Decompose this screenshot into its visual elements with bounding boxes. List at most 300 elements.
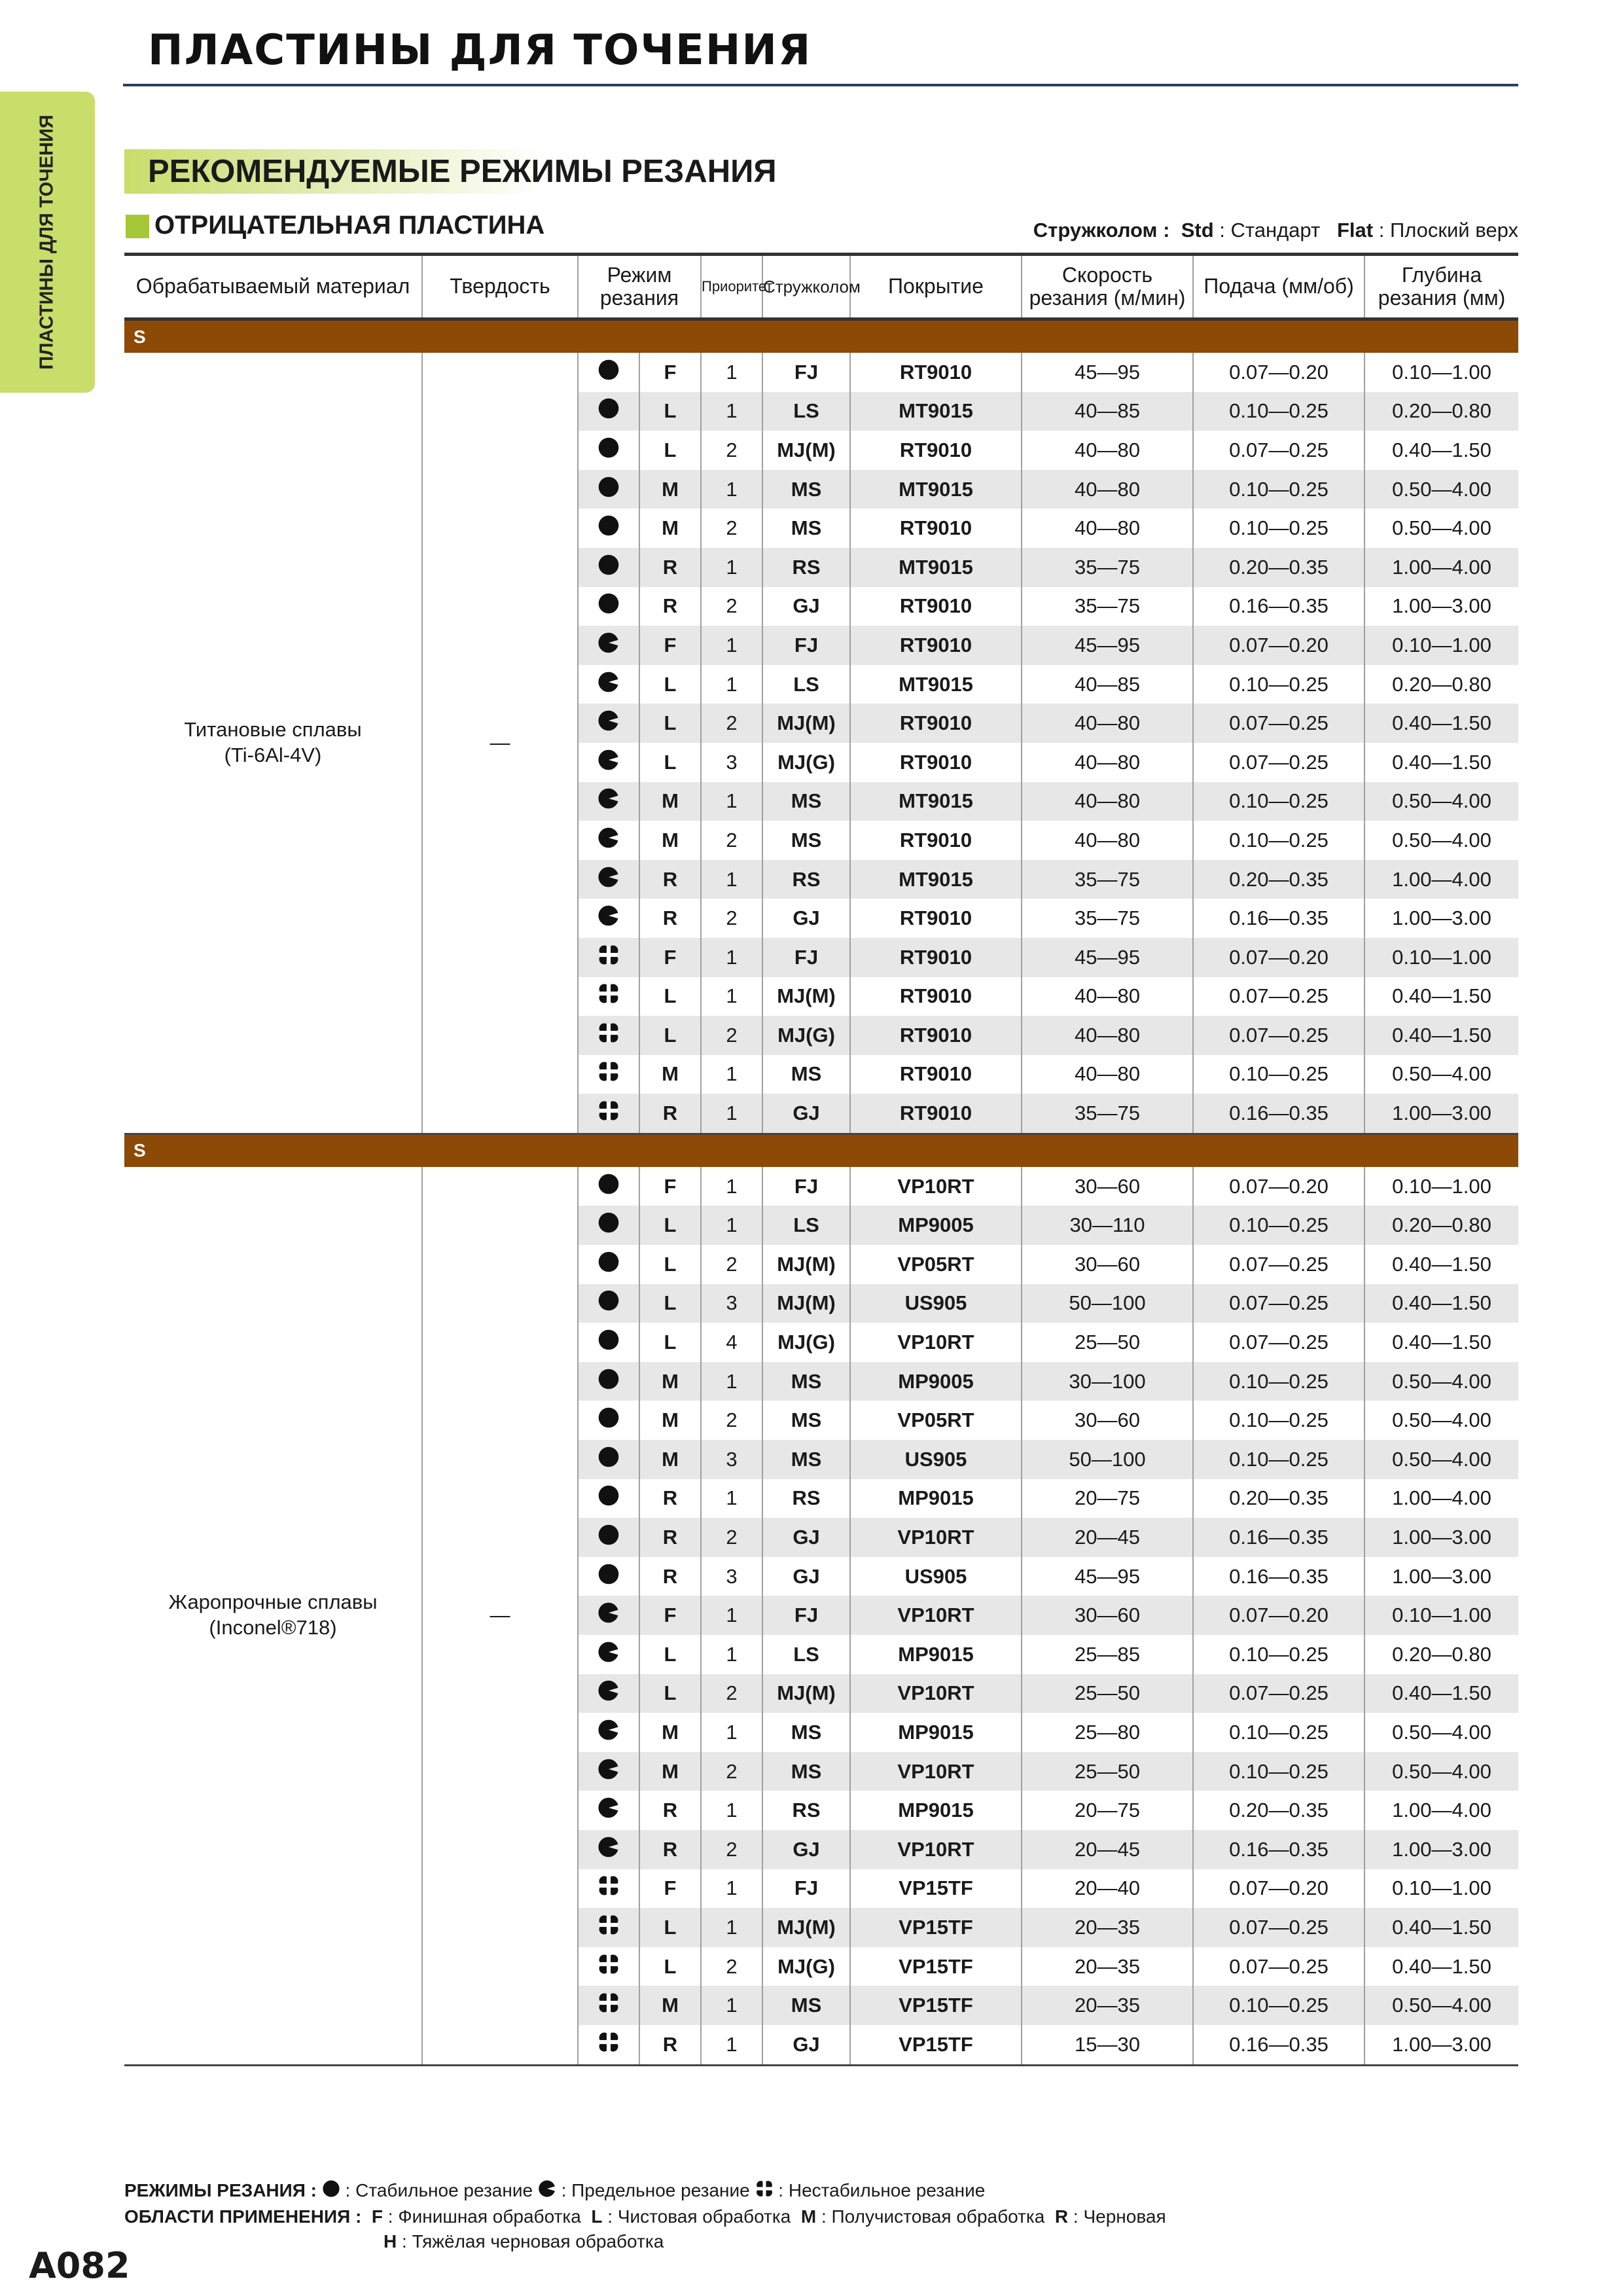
footer-areas-label: ОБЛАСТИ ПРИМЕНЕНИЯ [124,2206,351,2227]
chipbreaker-cell: MS [762,1055,850,1094]
depth-cell: 0.40—1.50 [1364,1908,1518,1947]
depth-cell: 0.10—1.00 [1364,938,1518,977]
area-cell: R [639,1479,701,1518]
material-name: Жаропрочные сплавы [168,1590,378,1614]
coating-cell: RT9010 [850,1016,1022,1055]
stable-cutting-icon [597,359,620,386]
feed-cell: 0.16—0.35 [1193,1830,1364,1869]
flat-code: Flat [1337,219,1374,242]
speed-cell: 30—60 [1022,1596,1193,1635]
mode-icon-cell [578,1947,639,1986]
chipbreaker-cell: RS [762,548,850,587]
material-cell [124,353,422,1134]
side-tab-label: ПЛАСТИНЫ ДЛЯ ТОЧЕНИЯ [36,115,58,370]
area-cell: F [639,1596,701,1635]
mode-icon-cell [578,1440,639,1479]
speed-cell: 20—35 [1022,1947,1193,1986]
area-cell: L [639,743,701,782]
mode-icon-cell [578,1055,639,1094]
hardness-cell: — [422,353,578,1134]
depth-cell: 0.40—1.50 [1364,704,1518,743]
coating-cell: MP9005 [850,1362,1022,1401]
area-cell: F [639,1167,701,1206]
table-row [124,1167,1518,1206]
area-cell: L [639,1674,701,1713]
area-cell: L [639,1245,701,1284]
depth-cell: 0.50—4.00 [1364,1713,1518,1752]
priority-cell: 1 [701,2025,762,2065]
chipbreaker-cell: MJ(G) [762,743,850,782]
chipbreaker-cell: LS [762,1206,850,1245]
priority-cell: 2 [701,1016,762,1055]
chipbreaker-cell: GJ [762,1518,850,1557]
mode-icon-cell [578,1557,639,1596]
footer-mode-stable: Стабильное резание [355,2180,533,2200]
coating-cell: MT9015 [850,782,1022,821]
speed-cell: 40—80 [1022,782,1193,821]
priority-cell: 2 [701,587,762,626]
chipbreaker-cell: MS [762,1362,850,1401]
feed-cell: 0.10—0.25 [1193,509,1364,548]
mode-icon-cell [578,1986,639,2025]
speed-cell: 20—35 [1022,1986,1193,2025]
coating-cell: VP10RT [850,1518,1022,1557]
area-cell: M [639,1362,701,1401]
stable-cutting-icon [597,1368,620,1395]
feed-cell: 0.20—0.35 [1193,1479,1364,1518]
stable-cutting-icon [597,437,620,464]
chipbreaker-cell: RS [762,860,850,899]
priority-cell: 1 [701,1362,762,1401]
mode-icon-cell [578,860,639,899]
priority-cell: 2 [701,509,762,548]
speed-cell: 45—95 [1022,626,1193,665]
priority-cell: 2 [701,1752,762,1791]
area-cell: R [639,1557,701,1596]
chipbreaker-cell: FJ [762,626,850,665]
mode-icon-cell [578,1167,639,1206]
priority-cell: 1 [701,626,762,665]
mode-icon-cell [578,1752,639,1791]
priority-cell: 1 [701,392,762,431]
speed-cell: 50—100 [1022,1284,1193,1323]
footer-modes-line: РЕЖИМЫ РЕЗАНИЯ : : Стабильное резание : Предельное резание : Нестабильное резание [124,2178,1166,2204]
stable-cutting-icon [597,514,620,542]
footer-areas-line-2: H : Тяжёлая черновая обработка [383,2231,664,2251]
feed-cell: 0.16—0.35 [1193,1557,1364,1596]
speed-cell: 25—50 [1022,1674,1193,1713]
speed-cell: 25—50 [1022,1752,1193,1791]
depth-cell: 1.00—3.00 [1364,2025,1518,2065]
chipbreaker-cell: GJ [762,899,850,938]
priority-cell: 2 [701,899,762,938]
speed-cell: 20—75 [1022,1479,1193,1518]
mode-icon-cell [578,938,639,977]
area-cell: L [639,704,701,743]
area-cell: M [639,782,701,821]
area-cell: M [639,1713,701,1752]
depth-cell: 0.10—1.00 [1364,626,1518,665]
priority-cell: 4 [701,1323,762,1362]
feed-cell: 0.07—0.25 [1193,431,1364,470]
general-cutting-icon [597,1836,620,1863]
area-m-code: M [800,2206,817,2227]
coating-cell: US905 [850,1557,1022,1596]
depth-cell: 0.10—1.00 [1364,1596,1518,1635]
mode-icon-cell [578,1206,639,1245]
priority-cell: 2 [701,1245,762,1284]
mode-icon-cell [578,1791,639,1830]
chipbreaker-cell: LS [762,665,850,704]
feed-cell: 0.07—0.20 [1193,1596,1364,1635]
depth-cell: 1.00—3.00 [1364,587,1518,626]
coating-cell: VP05RT [850,1245,1022,1284]
priority-cell: 2 [701,1947,762,1986]
subsection-title: ОТРИЦАТЕЛЬНАЯ ПЛАСТИНА [154,211,545,240]
coating-cell: VP10RT [850,1323,1022,1362]
speed-cell: 30—100 [1022,1362,1193,1401]
chipbreaker-cell: MJ(M) [762,1674,850,1713]
std-code: Std [1181,219,1214,242]
footer-modes-label: РЕЖИМЫ РЕЗАНИЯ [124,2180,306,2200]
depth-cell: 0.40—1.50 [1364,1284,1518,1323]
depth-cell: 0.20—0.80 [1364,1635,1518,1674]
chipbreaker-cell: MJ(M) [762,431,850,470]
mode-icon-cell [578,1830,639,1869]
depth-cell: 1.00—3.00 [1364,899,1518,938]
coating-cell: US905 [850,1284,1022,1323]
depth-cell: 0.50—4.00 [1364,1986,1518,2025]
chipbreaker-cell: FJ [762,1596,850,1635]
coating-cell: MT9015 [850,665,1022,704]
subsection-marker [126,215,149,238]
chipbreaker-cell: FJ [762,1167,850,1206]
area-cell: L [639,1635,701,1674]
general-cutting-icon [597,1641,620,1668]
unstable-cutting-icon [597,1992,620,2019]
chipbreaker-cell: MJ(M) [762,977,850,1016]
mode-icon-cell [578,1016,639,1055]
speed-cell: 30—60 [1022,1401,1193,1440]
priority-cell: 1 [701,470,762,509]
priority-cell: 1 [701,1055,762,1094]
material-grade: (Inconel®718) [209,1616,337,1640]
area-cell: L [639,431,701,470]
area-h-code: H [383,2231,397,2251]
speed-cell: 30—60 [1022,1167,1193,1206]
group-code: S [124,1134,1518,1167]
speed-cell: 20—40 [1022,1869,1193,1909]
priority-cell: 3 [701,1440,762,1479]
depth-cell: 0.10—1.00 [1364,1869,1518,1909]
table-body [124,319,1518,2066]
mode-icon-cell [578,626,639,665]
hardness-cell: — [422,1167,578,2065]
speed-cell: 40—80 [1022,977,1193,1016]
feed-cell: 0.10—0.25 [1193,1752,1364,1791]
priority-cell: 1 [701,1713,762,1752]
priority-cell: 1 [701,1206,762,1245]
speed-cell: 45—95 [1022,1557,1193,1596]
stable-cutting-icon [597,1211,620,1239]
mode-icon-cell [578,1401,639,1440]
priority-cell: 1 [701,1167,762,1206]
col-hardness: Твердость [422,255,578,319]
stable-cutting-icon [597,592,620,620]
feed-cell: 0.07—0.25 [1193,704,1364,743]
area-cell: F [639,938,701,977]
area-f-text: Финишная обработка [398,2206,581,2227]
area-cell: L [639,977,701,1016]
speed-cell: 35—75 [1022,899,1193,938]
speed-cell: 40—85 [1022,665,1193,704]
unstable-cutting-icon [597,982,620,1010]
speed-cell: 40—80 [1022,704,1193,743]
mode-icon-cell [578,1479,639,1518]
chipbreaker-cell: MS [762,782,850,821]
priority-cell: 2 [701,821,762,860]
chipbreaker-cell: MS [762,509,850,548]
feed-cell: 0.20—0.35 [1193,548,1364,587]
feed-cell: 0.10—0.25 [1193,1440,1364,1479]
mode-icon-cell [578,1094,639,1134]
chipbreaker-cell: RS [762,1479,850,1518]
speed-cell: 40—80 [1022,509,1193,548]
chipbreaker-cell: GJ [762,2025,850,2065]
priority-cell: 2 [701,431,762,470]
feed-cell: 0.10—0.25 [1193,1362,1364,1401]
mode-icon-cell [578,743,639,782]
mode-icon-cell [578,821,639,860]
priority-cell: 1 [701,353,762,392]
coating-cell: MP9015 [850,1479,1022,1518]
general-cutting-icon [597,866,620,893]
area-cell: M [639,509,701,548]
mode-icon-cell [578,665,639,704]
feed-cell: 0.07—0.20 [1193,353,1364,392]
area-cell: F [639,1869,701,1909]
stable-cutting-icon [597,1289,620,1317]
coating-cell: VP10RT [850,1167,1022,1206]
area-l-text: Чистовая обработка [617,2206,791,2227]
flat-text: Плоский верх [1389,219,1518,242]
area-f-code: F [371,2206,383,2227]
speed-cell: 40—80 [1022,821,1193,860]
coating-cell: RT9010 [850,509,1022,548]
coating-cell: RT9010 [850,821,1022,860]
mode-icon-cell [578,392,639,431]
stable-cutting-icon [597,1563,620,1590]
depth-cell: 1.00—3.00 [1364,1518,1518,1557]
feed-cell: 0.10—0.25 [1193,392,1364,431]
mode-icon-cell [578,1284,639,1323]
priority-cell: 1 [701,1596,762,1635]
footer-legend [124,2178,1166,2254]
chipbreaker-cell: MS [762,1713,850,1752]
priority-cell: 2 [701,1830,762,1869]
feed-cell: 0.07—0.25 [1193,1323,1364,1362]
speed-cell: 40—80 [1022,1016,1193,1055]
coating-cell: VP10RT [850,1596,1022,1635]
group-header-row [124,319,1518,353]
depth-cell: 0.40—1.50 [1364,431,1518,470]
coating-cell: US905 [850,1440,1022,1479]
chipbreaker-cell: GJ [762,1557,850,1596]
depth-cell: 0.40—1.50 [1364,743,1518,782]
mode-icon-cell [578,1596,639,1635]
priority-cell: 1 [701,1986,762,2025]
chipbreaker-cell: MJ(M) [762,1908,850,1947]
priority-cell: 1 [701,938,762,977]
depth-cell: 0.50—4.00 [1364,1055,1518,1094]
title-rule [123,84,1518,86]
priority-cell: 3 [701,1557,762,1596]
speed-cell: 40—85 [1022,392,1193,431]
priority-cell: 2 [701,1674,762,1713]
priority-cell: 1 [701,1635,762,1674]
chipbreaker-cell: FJ [762,938,850,977]
chipbreaker-legend: Стружколом : Std : Стандарт Flat : Плоский верх [1033,219,1518,242]
coating-cell: VP15TF [850,1947,1022,1986]
priority-cell: 2 [701,704,762,743]
unstable-cutting-icon [597,1874,620,1902]
coating-cell: RT9010 [850,704,1022,743]
mode-icon-cell [578,1245,639,1284]
feed-cell: 0.20—0.35 [1193,1791,1364,1830]
depth-cell: 0.40—1.50 [1364,1947,1518,1986]
feed-cell: 0.10—0.25 [1193,470,1364,509]
footer-areas-line: ОБЛАСТИ ПРИМЕНЕНИЯ : F : Финишная обработка L : Чистовая обработка M : Получистовая обработка R : Черновая [124,2206,1166,2227]
speed-cell: 35—75 [1022,587,1193,626]
priority-cell: 1 [701,548,762,587]
footer-mode-unstable: Нестабильное резание [788,2180,986,2200]
general-cutting-icon [597,787,620,815]
stable-cutting-icon [322,2179,340,2204]
area-m-text: Получистовая обработка [831,2206,1045,2227]
unstable-cutting-icon [755,2179,774,2204]
coating-cell: VP05RT [850,1401,1022,1440]
coating-cell: VP10RT [850,1830,1022,1869]
coating-cell: RT9010 [850,431,1022,470]
depth-cell: 0.40—1.50 [1364,1323,1518,1362]
feed-cell: 0.16—0.35 [1193,1518,1364,1557]
depth-cell: 0.50—4.00 [1364,509,1518,548]
speed-cell: 45—95 [1022,353,1193,392]
col-feed: Подача (мм/об) [1193,255,1364,319]
area-cell: R [639,1094,701,1134]
priority-cell: 1 [701,665,762,704]
feed-cell: 0.07—0.25 [1193,1674,1364,1713]
unstable-cutting-icon [597,1022,620,1049]
speed-cell: 45—95 [1022,938,1193,977]
chipbreaker-cell: MS [762,1986,850,2025]
mode-icon-cell [578,1869,639,1909]
depth-cell: 0.10—1.00 [1364,1167,1518,1206]
chipbreaker-cell: FJ [762,353,850,392]
area-cell: L [639,392,701,431]
coating-cell: VP10RT [850,1752,1022,1791]
mode-icon-cell [578,353,639,392]
area-cell: M [639,1986,701,2025]
chipbreaker-cell: MS [762,1752,850,1791]
speed-cell: 25—80 [1022,1713,1193,1752]
depth-cell: 1.00—4.00 [1364,860,1518,899]
stable-cutting-icon [597,554,620,581]
mode-icon-cell [578,782,639,821]
feed-cell: 0.16—0.35 [1193,899,1364,938]
priority-cell: 1 [701,1869,762,1909]
depth-cell: 1.00—4.00 [1364,1479,1518,1518]
section-title: РЕКОМЕНДУЕМЫЕ РЕЖИМЫ РЕЗАНИЯ [148,154,777,189]
unstable-cutting-icon [597,1100,620,1127]
feed-cell: 0.10—0.25 [1193,1055,1364,1094]
chipbreaker-cell: MS [762,470,850,509]
coating-cell: VP15TF [850,1869,1022,1909]
feed-cell: 0.10—0.25 [1193,1635,1364,1674]
coating-cell: RT9010 [850,977,1022,1016]
depth-cell: 0.50—4.00 [1364,1440,1518,1479]
area-cell: R [639,548,701,587]
coating-cell: RT9010 [850,626,1022,665]
speed-cell: 40—80 [1022,470,1193,509]
std-text: Стандарт [1230,219,1321,242]
area-cell: F [639,353,701,392]
speed-cell: 30—110 [1022,1206,1193,1245]
depth-cell: 1.00—3.00 [1364,1557,1518,1596]
mode-icon-cell [578,2025,639,2065]
depth-cell: 1.00—3.00 [1364,1830,1518,1869]
priority-cell: 2 [701,1401,762,1440]
footer-mode-general: Предельное резание [571,2180,750,2200]
depth-cell: 0.50—4.00 [1364,1401,1518,1440]
col-depth: Глубина резания (мм) [1364,255,1518,319]
coating-cell: MP9015 [850,1713,1022,1752]
priority-cell: 1 [701,782,762,821]
mode-icon-cell [578,704,639,743]
priority-cell: 3 [701,1284,762,1323]
coating-cell: VP15TF [850,1986,1022,2025]
mode-icon-cell [578,1713,639,1752]
feed-cell: 0.16—0.35 [1193,2025,1364,2065]
feed-cell: 0.10—0.25 [1193,665,1364,704]
speed-cell: 40—80 [1022,431,1193,470]
chipbreaker-cell: MJ(M) [762,1245,850,1284]
depth-cell: 0.50—4.00 [1364,1362,1518,1401]
chipbreaker-legend-label: Стружколом [1033,219,1158,242]
feed-cell: 0.07—0.25 [1193,977,1364,1016]
coating-cell: VP10RT [850,1674,1022,1713]
mode-icon-cell [578,899,639,938]
priority-cell: 1 [701,1908,762,1947]
stable-cutting-icon [597,1407,620,1434]
feed-cell: 0.07—0.25 [1193,1908,1364,1947]
mode-icon-cell [578,1362,639,1401]
feed-cell: 0.07—0.25 [1193,1284,1364,1323]
coating-cell: MP9015 [850,1635,1022,1674]
feed-cell: 0.20—0.35 [1193,860,1364,899]
depth-cell: 0.20—0.80 [1364,665,1518,704]
depth-cell: 0.20—0.80 [1364,1206,1518,1245]
priority-cell: 3 [701,743,762,782]
priority-cell: 1 [701,977,762,1016]
feed-cell: 0.07—0.25 [1193,1245,1364,1284]
depth-cell: 0.10—1.00 [1364,353,1518,392]
chipbreaker-cell: MS [762,821,850,860]
cutting-conditions-table [124,253,1518,2066]
mode-icon-cell [578,1674,639,1713]
stable-cutting-icon [597,1524,620,1551]
feed-cell: 0.07—0.20 [1193,1869,1364,1909]
